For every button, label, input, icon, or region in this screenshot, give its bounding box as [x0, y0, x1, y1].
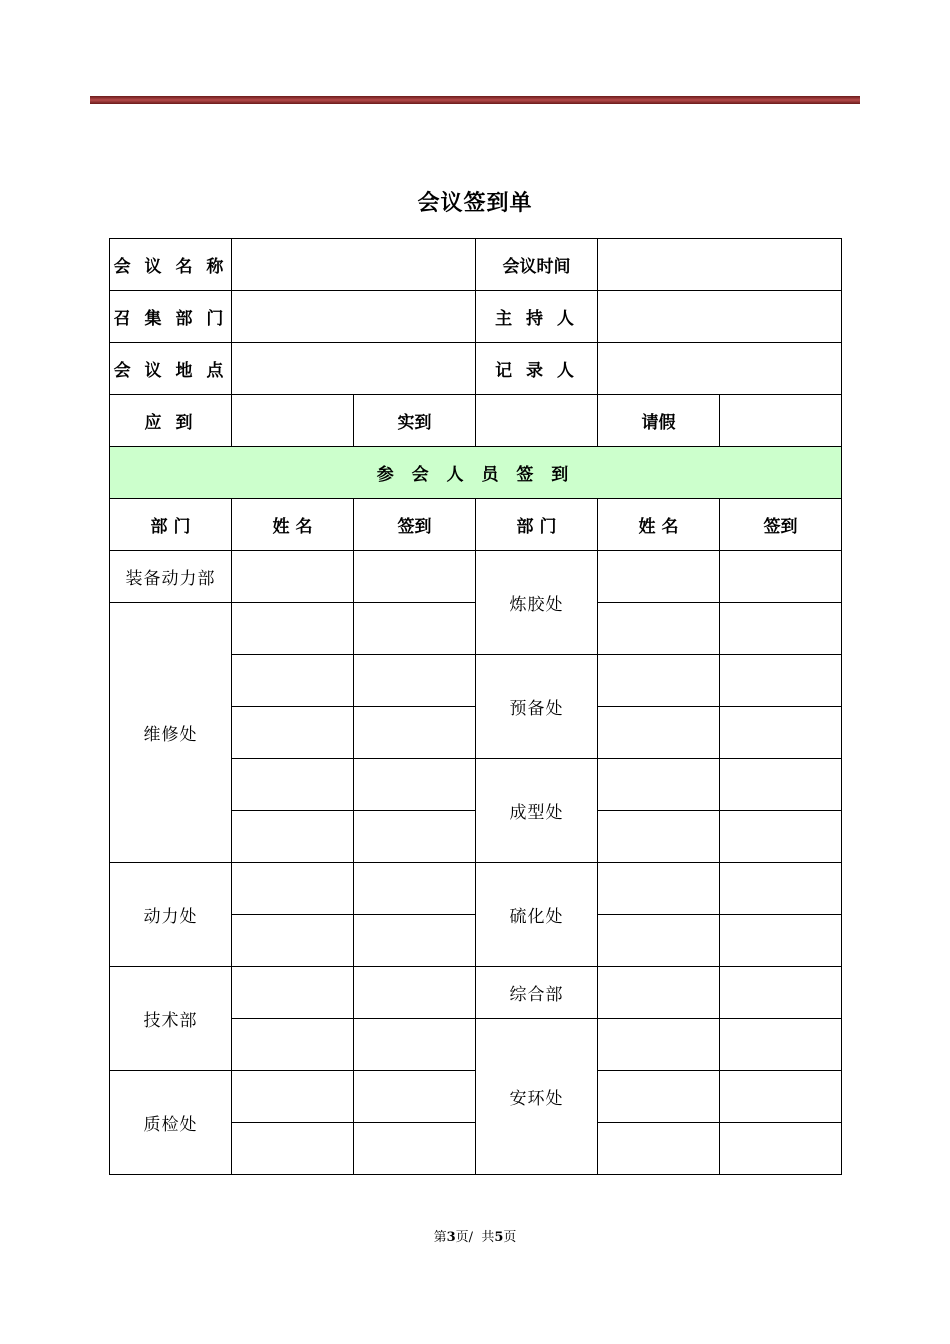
leave-label: 请假 — [598, 395, 720, 447]
signature-cell[interactable] — [354, 759, 476, 811]
signature-cell[interactable] — [354, 707, 476, 759]
location-label: 会 议 地 点 — [110, 343, 232, 395]
name-cell[interactable] — [598, 863, 720, 915]
actual-field[interactable] — [476, 395, 598, 447]
signature-cell[interactable] — [354, 655, 476, 707]
signature-cell[interactable] — [720, 915, 842, 967]
name-cell[interactable] — [232, 603, 354, 655]
name-cell[interactable] — [232, 655, 354, 707]
signature-cell[interactable] — [354, 915, 476, 967]
name-cell[interactable] — [598, 811, 720, 863]
name-cell[interactable] — [598, 1019, 720, 1071]
signature-cell[interactable] — [720, 551, 842, 603]
location-field[interactable] — [232, 343, 476, 395]
table-row — [110, 863, 842, 915]
column-header: 部 门 — [110, 499, 232, 551]
recorder-field[interactable] — [598, 343, 842, 395]
host-field[interactable] — [598, 291, 842, 343]
total-pages-number: 5 — [494, 1230, 504, 1245]
host-label: 主 持 人 — [476, 291, 598, 343]
signature-cell[interactable] — [720, 655, 842, 707]
sign-in-table — [109, 238, 842, 1175]
expected-label: 应 到 — [110, 395, 232, 447]
name-cell[interactable] — [598, 967, 720, 1019]
department-cell: 装备动力部 — [110, 551, 232, 603]
signature-cell[interactable] — [354, 1071, 476, 1123]
header-rule — [90, 96, 860, 104]
column-header: 签到 — [720, 499, 842, 551]
table-row — [110, 395, 842, 447]
signature-cell[interactable] — [720, 863, 842, 915]
name-cell[interactable] — [598, 655, 720, 707]
column-header: 部 门 — [476, 499, 598, 551]
name-cell[interactable] — [598, 707, 720, 759]
column-header: 姓 名 — [232, 499, 354, 551]
column-header: 姓 名 — [598, 499, 720, 551]
signature-cell[interactable] — [720, 811, 842, 863]
recorder-label: 记 录 人 — [476, 343, 598, 395]
signature-cell[interactable] — [720, 1123, 842, 1175]
footer-suffix: 页 — [503, 1230, 517, 1245]
department-cell: 硫化处 — [476, 863, 598, 967]
name-cell[interactable] — [232, 551, 354, 603]
name-cell[interactable] — [232, 1019, 354, 1071]
footer-middle: 页/ 共 — [455, 1230, 495, 1245]
department-cell: 成型处 — [476, 759, 598, 863]
signature-cell[interactable] — [354, 863, 476, 915]
table-header-row — [110, 499, 842, 551]
name-cell[interactable] — [598, 759, 720, 811]
convening-dept-field[interactable] — [232, 291, 476, 343]
meeting-name-label: 会 议 名 称 — [110, 239, 232, 291]
expected-field[interactable] — [232, 395, 354, 447]
department-cell: 质检处 — [110, 1071, 232, 1175]
signature-cell[interactable] — [720, 759, 842, 811]
meeting-time-label: 会议时间 — [476, 239, 598, 291]
footer-prefix: 第 — [433, 1230, 447, 1245]
department-cell: 预备处 — [476, 655, 598, 759]
section-title: 参 会 人 员 签 到 — [110, 447, 842, 499]
document-title: 会议签到单 — [417, 191, 533, 216]
meeting-time-field[interactable] — [598, 239, 842, 291]
signature-cell[interactable] — [354, 967, 476, 1019]
name-cell[interactable] — [232, 1071, 354, 1123]
signature-cell[interactable] — [354, 603, 476, 655]
signature-cell[interactable] — [354, 811, 476, 863]
table-row — [110, 447, 842, 499]
table-row — [110, 343, 842, 395]
name-cell[interactable] — [598, 603, 720, 655]
department-cell: 综合部 — [476, 967, 598, 1019]
name-cell[interactable] — [232, 811, 354, 863]
signature-cell[interactable] — [720, 967, 842, 1019]
department-cell: 维修处 — [110, 603, 232, 863]
name-cell[interactable] — [232, 1123, 354, 1175]
department-cell: 安环处 — [476, 1019, 598, 1175]
name-cell[interactable] — [598, 551, 720, 603]
name-cell[interactable] — [232, 863, 354, 915]
signature-cell[interactable] — [354, 551, 476, 603]
signature-cell[interactable] — [720, 603, 842, 655]
name-cell[interactable] — [598, 1071, 720, 1123]
page-footer — [0, 1226, 950, 1245]
name-cell[interactable] — [232, 759, 354, 811]
column-header: 签到 — [354, 499, 476, 551]
name-cell[interactable] — [232, 967, 354, 1019]
signature-cell[interactable] — [720, 1071, 842, 1123]
department-cell: 动力处 — [110, 863, 232, 967]
meeting-name-field[interactable] — [232, 239, 476, 291]
signature-cell[interactable] — [720, 1019, 842, 1071]
current-page-number: 3 — [446, 1230, 456, 1245]
department-cell: 炼胶处 — [476, 551, 598, 655]
convening-dept-label: 召 集 部 门 — [110, 291, 232, 343]
name-cell[interactable] — [598, 915, 720, 967]
signature-cell[interactable] — [720, 707, 842, 759]
name-cell[interactable] — [232, 707, 354, 759]
name-cell[interactable] — [598, 1123, 720, 1175]
table-row — [110, 967, 842, 1019]
table-row — [110, 551, 842, 603]
actual-label: 实到 — [354, 395, 476, 447]
leave-field[interactable] — [720, 395, 842, 447]
signature-cell[interactable] — [354, 1019, 476, 1071]
department-cell: 技术部 — [110, 967, 232, 1071]
signature-cell[interactable] — [354, 1123, 476, 1175]
table-row — [110, 291, 842, 343]
name-cell[interactable] — [232, 915, 354, 967]
table-row — [110, 239, 842, 291]
